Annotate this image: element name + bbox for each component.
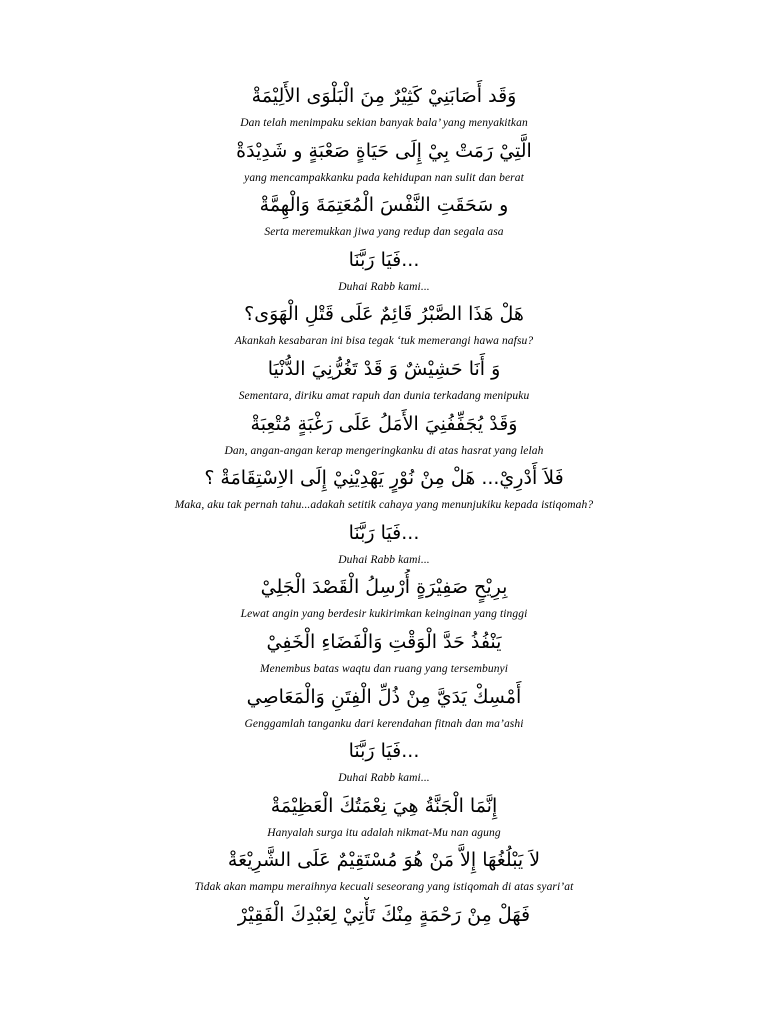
translation-line: Duhai Rabb kami... <box>338 553 430 566</box>
translation-line: Serta meremukkan jiwa yang redup dan segala asa <box>264 226 504 239</box>
arabic-verse-line: هَلْ هَذَا الصَّبْرُ قَائِمٌ عَلَى قَتْلِ الْهَوَى؟ <box>244 303 524 326</box>
translation-line: Sementara, diriku amat rapuh dan dunia terkadang menipuku <box>238 389 530 402</box>
translation-line: Dan, angan-angan kerap mengeringkanku di atas hasrat yang lelah <box>224 444 544 457</box>
translation-line: yang mencampakkanku pada kehidupan nan sulit dan berat <box>244 171 524 184</box>
arabic-verse-line: فَهَلْ مِنْ رَحْمَةٍ مِنْكَ تَأْتِيْ لِعَبْدِكَ الْفَقِيْرْ <box>237 903 531 926</box>
arabic-verse-line: ...فَيَا رَبَّنَا <box>348 248 420 271</box>
arabic-verse-line: أَمْسِكْ يَدَيَّ مِنْ ذُلِّ الْفِتَنِ وَالْمَعَاصِي <box>246 685 522 708</box>
arabic-verse-line: وَقَد أَصَابَنِيْ كَثِيْرٌ مِنَ الْبَلْوَى الأَلِيْمَةْ <box>251 85 517 107</box>
translation-line: Akankah kesabaran ini bisa tegak ‘tuk memerangi hawa nafsu? <box>234 335 534 348</box>
poem <box>0 78 768 933</box>
verse-list <box>0 78 768 933</box>
translation-line: Hanyalah surga itu adalah nikmat-Mu nan agung <box>267 826 501 839</box>
arabic-verse-line: و سَحَقَتِ النَّفْسَ الْمُعَتِمَةَ وَالْهِمَّةْ <box>259 194 509 217</box>
arabic-verse-line: ...فَيَا رَبَّنَا <box>348 740 420 763</box>
arabic-verse-line: فَلاَ أَدْرِيْ... هَلْ مِنْ نُوْرٍ يَهْدِيْنِيْ إِلَى الاِسْتِقَامَةْ ؟ <box>204 467 564 490</box>
translation-line: Duhai Rabb kami... <box>338 772 430 785</box>
translation-line: Menembus batas waqtu dan ruang yang tersembunyi <box>259 662 509 675</box>
translation-line: Maka, aku tak pernah tahu...adakah setitik cahaya yang menunjukiku kepada istiqomah? <box>174 499 594 512</box>
arabic-verse-line: بِرِيْحٍ صَفِيْرَةٍ أُرْسِلُ الْقَصْدَ الْجَلِيْ <box>260 576 508 599</box>
arabic-verse-line: وَ أَنَا حَشِيْشٌ وَ قَدْ تَغُرُّنِيَ الدُّنْيَا <box>267 357 501 380</box>
translation-line: Genggamlah tanganku dari kerendahan fitnah dan ma’ashi <box>244 717 524 730</box>
translation-line: Duhai Rabb kami... <box>338 280 430 293</box>
translation-line: Lewat angin yang berdesir kukirimkan keinginan yang tinggi <box>240 608 528 621</box>
arabic-verse-line: يَنْفُذُ حَدَّ الْوَقْتِ وَالْفَضَاءِ الْخَفِيْ <box>266 630 502 653</box>
arabic-verse-line: الَّتِيْ رَمَتْ بِيْ إِلَى حَيَاةٍ صَعْبَةٍ و شَدِيْدَةْ <box>236 139 532 162</box>
translation-line: Dan telah menimpaku sekian banyak bala’ yang menyakitkan <box>240 117 528 129</box>
arabic-verse-line: لاَ يَبْلُغُهَا إِلاَّ مَنْ هُوَ مُسْتَقِيْمٌ عَلَى الشَّرِيْعَةْ <box>227 849 541 872</box>
translation-line: Tidak akan mampu meraihnya kecuali seseorang yang istiqomah di atas syari’at <box>194 881 574 894</box>
arabic-verse-line: ...فَيَا رَبَّنَا <box>348 521 420 544</box>
arabic-verse-line: إِنَّمَا الْجَنَّةُ هِيَ نِعْمَتُكَ الْعَظِيْمَةْ <box>270 794 498 817</box>
arabic-verse-line: وَقَدْ يُجَفِّفُنِيَ الأَمَلُ عَلَى رَغْبَةٍ مُتْعِبَةْ <box>250 412 518 435</box>
